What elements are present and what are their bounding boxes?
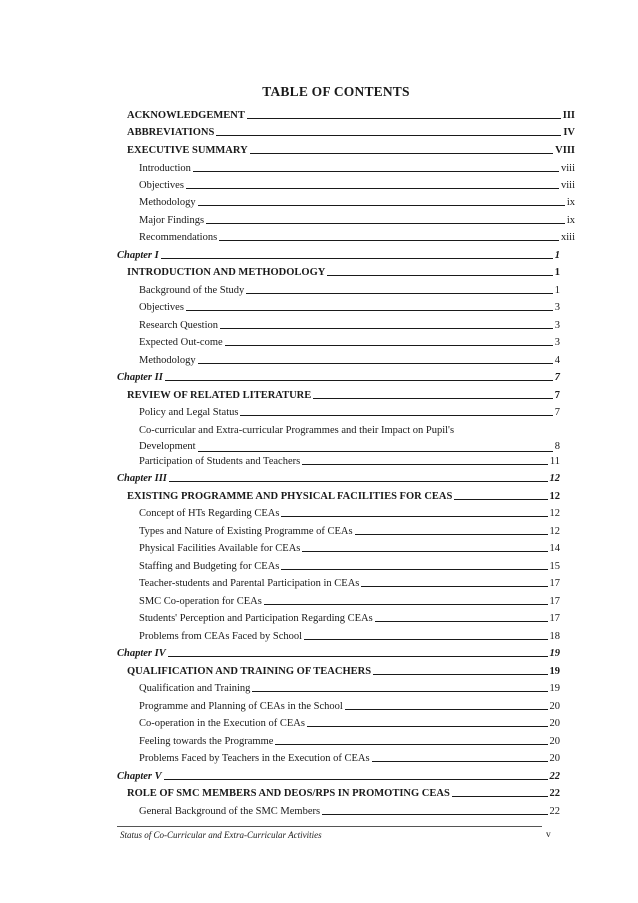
footer-page-number: v xyxy=(546,830,551,840)
toc-entry-label: Problems from CEAs Faced by School xyxy=(139,631,303,642)
dot-leader xyxy=(281,569,547,570)
dot-leader xyxy=(375,621,548,622)
toc-entry-label: Chapter I xyxy=(117,250,159,261)
dot-leader xyxy=(264,604,548,605)
toc-page-number: 17 xyxy=(549,596,560,607)
toc-entry-row[interactable] xyxy=(139,284,560,297)
toc-page-number: 8 xyxy=(554,441,560,452)
toc-entry-row[interactable] xyxy=(139,542,560,555)
dot-leader xyxy=(193,171,559,172)
dot-leader xyxy=(252,691,547,692)
toc-page-number: 3 xyxy=(554,320,560,331)
dot-leader xyxy=(302,464,548,465)
dot-leader xyxy=(219,240,559,241)
toc-entry-label: ROLE OF SMC MEMBERS AND DEOS/RPS IN PROMOTING CEAS xyxy=(127,788,450,799)
dot-leader xyxy=(454,499,547,500)
toc-page-number: 7 xyxy=(554,407,560,418)
toc-entry-label: Co-operation in the Execution of CEAs xyxy=(139,718,305,729)
toc-heading-row[interactable] xyxy=(127,389,560,402)
toc-chapter-row[interactable] xyxy=(117,472,560,485)
toc-page-number: 7 xyxy=(554,390,560,401)
toc-entry-label: Chapter IV xyxy=(117,648,166,659)
toc-entry-label: Problems Faced by Teachers in the Execution of CEAs xyxy=(139,753,370,764)
dot-leader xyxy=(186,310,553,311)
dot-leader xyxy=(307,726,548,727)
toc-entry-row[interactable] xyxy=(139,336,560,349)
dot-leader xyxy=(373,674,547,675)
toc-entry-row[interactable] xyxy=(139,455,560,468)
dot-leader xyxy=(275,744,547,745)
dot-leader xyxy=(327,275,552,276)
toc-page-number: ix xyxy=(566,215,575,226)
toc-entry-row[interactable] xyxy=(139,630,560,643)
toc-heading-row[interactable] xyxy=(127,490,560,503)
toc-entry-row[interactable] xyxy=(139,162,575,175)
dot-leader xyxy=(206,223,565,224)
toc-entry-label: Chapter III xyxy=(117,473,167,484)
toc-entry-label: Feeling towards the Programme xyxy=(139,736,274,747)
dot-leader xyxy=(313,398,552,399)
toc-chapter-row[interactable] xyxy=(117,371,560,384)
dot-leader xyxy=(361,586,547,587)
dot-leader xyxy=(355,534,548,535)
toc-page-number: 4 xyxy=(554,355,560,366)
toc-entry-label: Introduction xyxy=(139,163,191,174)
toc-page-number: IV xyxy=(563,127,575,138)
toc-heading-row[interactable] xyxy=(127,144,575,157)
dot-leader xyxy=(304,639,547,640)
dot-leader xyxy=(240,415,552,416)
toc-page-number: 1 xyxy=(554,267,560,278)
toc-entry-row[interactable] xyxy=(139,752,560,765)
toc-entry-row[interactable] xyxy=(139,196,575,209)
toc-entry-row[interactable] xyxy=(139,560,560,573)
toc-page-number: 19 xyxy=(549,648,560,659)
toc-entry-row[interactable] xyxy=(139,525,560,538)
toc-entry-row[interactable] xyxy=(139,612,560,625)
toc-entry-label: SMC Co-operation for CEAs xyxy=(139,596,262,607)
toc-heading-row[interactable] xyxy=(127,266,560,279)
toc-page-number: 19 xyxy=(549,683,560,694)
toc-page-number: 20 xyxy=(549,753,560,764)
toc-page-number: 12 xyxy=(549,473,560,484)
toc-entry-label-continued: Development xyxy=(139,441,196,452)
toc-page-number: VIII xyxy=(555,145,575,156)
toc-entry-label: QUALIFICATION AND TRAINING OF TEACHERS xyxy=(127,666,372,677)
toc-page-number: 12 xyxy=(549,526,560,537)
dot-leader xyxy=(225,345,553,346)
toc-page-number: 22 xyxy=(549,806,560,817)
toc-entry-label: Participation of Students and Teachers xyxy=(139,456,301,467)
dot-leader xyxy=(168,656,548,657)
dot-leader xyxy=(247,118,561,119)
toc-entry-row[interactable] xyxy=(139,805,560,818)
toc-entry-row[interactable] xyxy=(139,354,560,367)
dot-leader xyxy=(165,380,553,381)
toc-page-number: 12 xyxy=(549,508,560,519)
toc-entry-label: Background of the Study xyxy=(139,285,245,296)
toc-page-number: 22 xyxy=(549,771,560,782)
toc-page-number: 1 xyxy=(554,250,560,261)
toc-entry-label: Objectives xyxy=(139,302,184,313)
dot-leader xyxy=(322,814,547,815)
toc-entry-label: REVIEW OF RELATED LITERATURE xyxy=(127,390,312,401)
toc-page-number: 17 xyxy=(549,578,560,589)
toc-entry-label: General Background of the SMC Members xyxy=(139,806,321,817)
toc-entry-label: INTRODUCTION AND METHODOLOGY xyxy=(127,267,326,278)
toc-entry-row[interactable] xyxy=(139,319,560,332)
dot-leader xyxy=(186,188,559,189)
toc-entry-label: Types and Nature of Existing Programme of CEAs xyxy=(139,526,353,537)
dot-leader xyxy=(452,796,548,797)
toc-entry-label: Chapter II xyxy=(117,372,163,383)
toc-heading-row[interactable] xyxy=(127,665,560,678)
toc-entry-label: EXECUTIVE SUMMARY xyxy=(127,145,248,156)
dot-leader xyxy=(246,293,552,294)
toc-entry-row[interactable] xyxy=(139,595,560,608)
dot-leader xyxy=(198,205,565,206)
toc-entry-label: Policy and Legal Status xyxy=(139,407,239,418)
toc-entry-label: Teacher-students and Parental Participation in CEAs xyxy=(139,578,360,589)
toc-page-number: 1 xyxy=(554,285,560,296)
toc-page-number: III xyxy=(562,110,575,121)
toc-entry-label: Major Findings xyxy=(139,215,205,226)
toc-page-number: viii xyxy=(560,163,575,174)
dot-leader xyxy=(161,258,553,259)
toc-entry-row[interactable] xyxy=(139,682,560,695)
toc-entry-row[interactable] xyxy=(139,406,560,419)
toc-heading-row[interactable] xyxy=(127,126,575,139)
toc-page-number: 3 xyxy=(554,302,560,313)
dot-leader xyxy=(281,516,547,517)
toc-page-number: 20 xyxy=(549,718,560,729)
toc-entry-label: Methodology xyxy=(139,197,196,208)
toc-entry-label: Staffing and Budgeting for CEAs xyxy=(139,561,280,572)
toc-page-number: 17 xyxy=(549,613,560,624)
toc-entry-label: Qualification and Training xyxy=(139,683,251,694)
toc-entry-row[interactable] xyxy=(139,423,560,455)
toc-entry-label: Physical Facilities Available for CEAs xyxy=(139,543,301,554)
toc-page-number: ix xyxy=(566,197,575,208)
toc-page-number: 7 xyxy=(554,372,560,383)
footer-text: Status of Co-Curricular and Extra-Curricular Activities xyxy=(120,830,322,840)
toc-entry-label: Expected Out-come xyxy=(139,337,223,348)
dot-leader xyxy=(164,779,548,780)
dot-leader xyxy=(345,709,548,710)
dot-leader xyxy=(302,551,547,552)
page-title: TABLE OF CONTENTS xyxy=(262,84,410,99)
toc-chapter-row[interactable] xyxy=(117,770,560,783)
toc-page-number: 12 xyxy=(549,491,560,502)
dot-leader xyxy=(198,363,553,364)
toc-entry-row[interactable] xyxy=(139,700,560,713)
toc-entry-row[interactable] xyxy=(139,231,575,244)
toc-heading-row[interactable] xyxy=(127,787,560,800)
toc-entry-label: EXISTING PROGRAMME AND PHYSICAL FACILITIES FOR CEAS xyxy=(127,491,453,502)
toc-page-number: 19 xyxy=(549,666,560,677)
footer-divider xyxy=(117,826,542,827)
toc-entry-row[interactable] xyxy=(139,735,560,748)
dot-leader xyxy=(250,153,553,154)
toc-entry-label: Objectives xyxy=(139,180,184,191)
toc-page-number: 22 xyxy=(549,788,560,799)
toc-page-number: viii xyxy=(560,180,575,191)
toc-heading-row[interactable] xyxy=(127,109,575,122)
toc-entry-label: ABBREVIATIONS xyxy=(127,127,215,138)
toc-page-number: 11 xyxy=(549,456,560,467)
dot-leader xyxy=(216,135,561,136)
dot-leader xyxy=(169,481,548,482)
toc-entry-label: Programme and Planning of CEAs in the School xyxy=(139,701,343,712)
toc-entry-row[interactable] xyxy=(139,301,560,314)
toc-chapter-row[interactable] xyxy=(117,249,560,262)
toc-entry-label: Concept of HTs Regarding CEAs xyxy=(139,508,280,519)
toc-page-number: 14 xyxy=(549,543,560,554)
toc-entry-row[interactable] xyxy=(139,577,560,590)
toc-entry-row[interactable] xyxy=(139,507,560,520)
toc-page-number: 20 xyxy=(549,736,560,747)
toc-page-number: 15 xyxy=(549,561,560,572)
toc-entry-label: ACKNOWLEDGEMENT xyxy=(127,110,245,121)
toc-entry-label: Methodology xyxy=(139,355,196,366)
toc-entry-label: Research Question xyxy=(139,320,219,331)
toc-chapter-row[interactable] xyxy=(117,647,560,660)
toc-entry-row[interactable] xyxy=(139,179,575,192)
toc-entry-row[interactable] xyxy=(139,214,575,227)
dot-leader xyxy=(220,328,553,329)
dot-leader xyxy=(372,761,548,762)
toc-page-number: xiii xyxy=(560,232,575,243)
toc-page-number: 18 xyxy=(549,631,560,642)
toc-entry-label: Co-curricular and Extra-curricular Programmes and their Impact on Pupil's xyxy=(139,425,455,436)
toc-entry-row[interactable] xyxy=(139,717,560,730)
toc-entry-label: Chapter V xyxy=(117,771,162,782)
toc-entry-label: Recommendations xyxy=(139,232,218,243)
toc-page-number: 3 xyxy=(554,337,560,348)
dot-leader xyxy=(198,451,553,452)
toc-page-number: 20 xyxy=(549,701,560,712)
toc-entry-label: Students' Perception and Participation Regarding CEAs xyxy=(139,613,373,624)
